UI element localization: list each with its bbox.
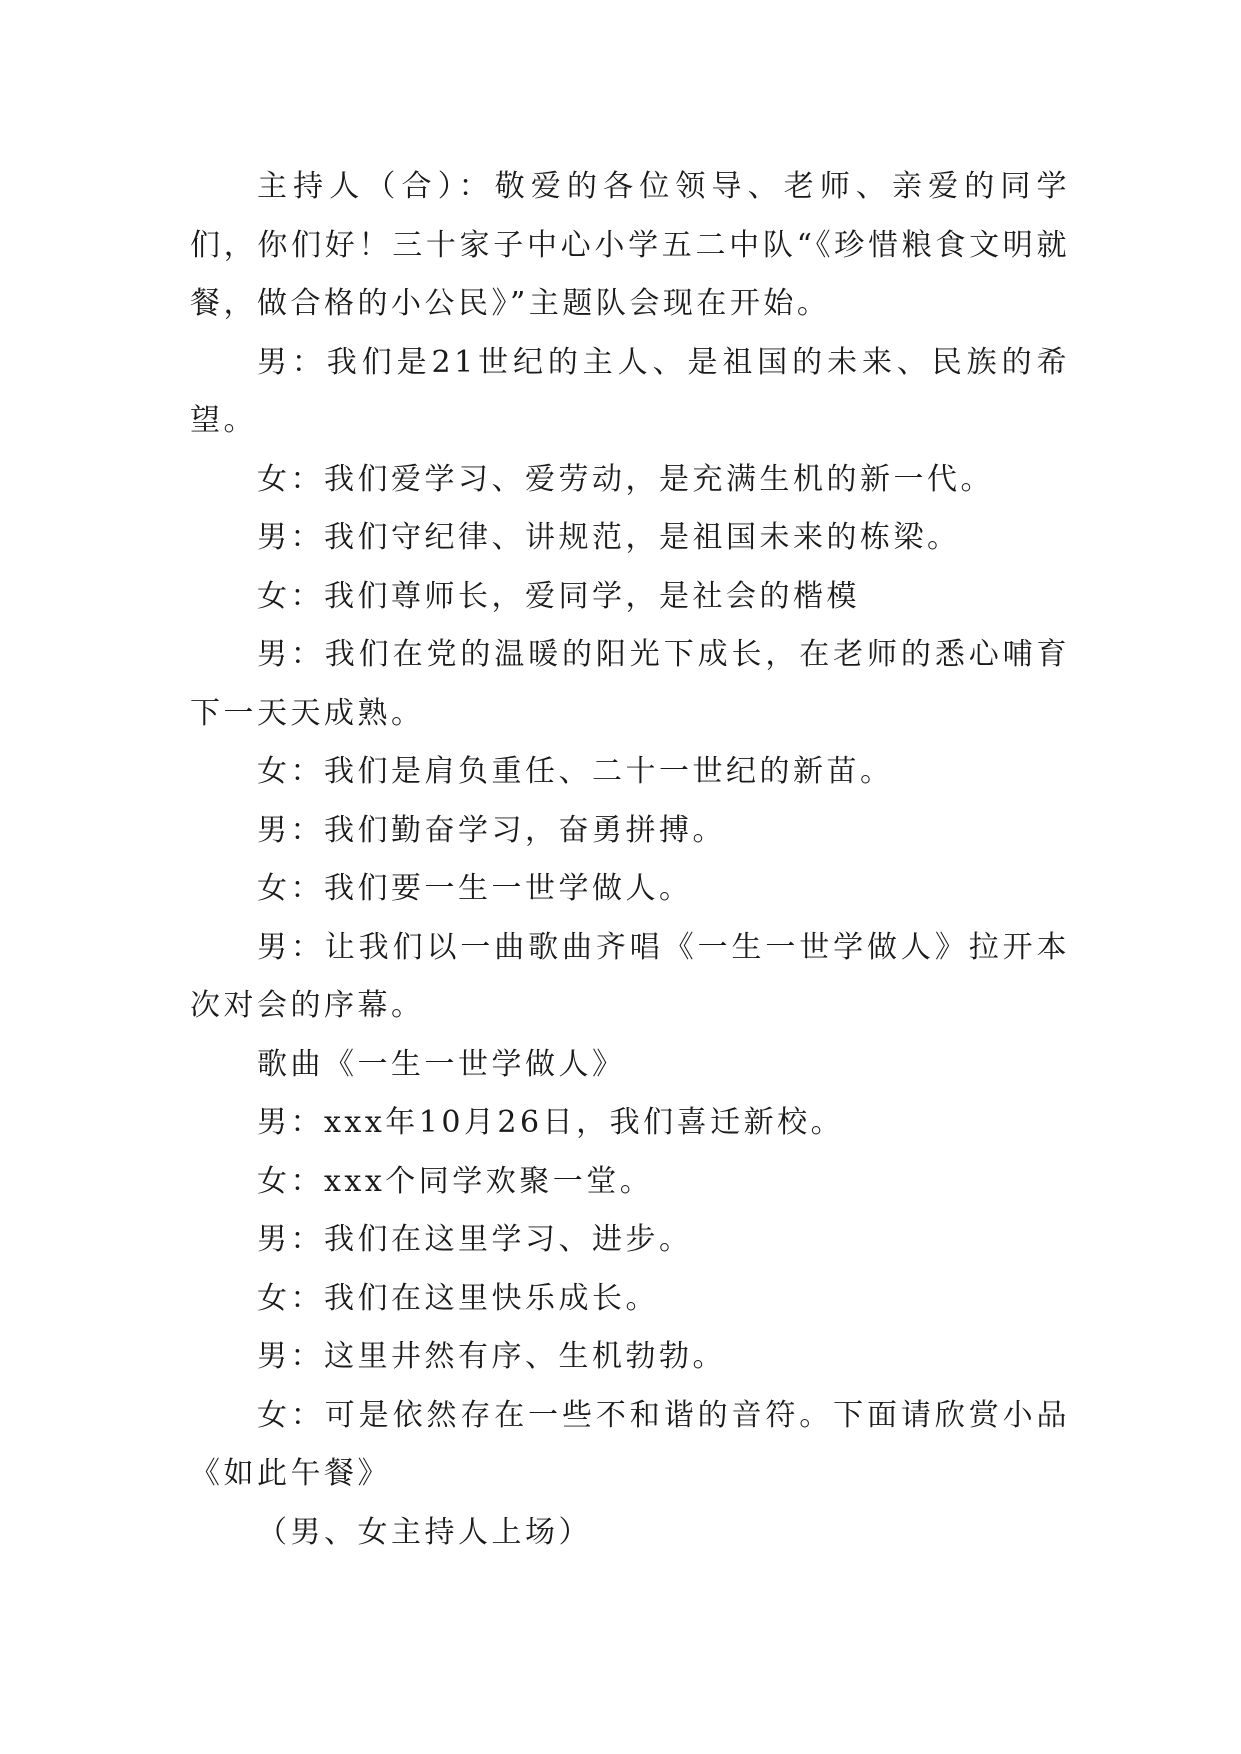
paragraph-stage-direction: （男、女主持人上场） — [257, 1514, 592, 1550]
paragraph-song-title: 歌曲《一生一世学做人》 — [257, 1046, 626, 1082]
paragraph-line: 男：我们在党的温暖的阳光下成长，在老师的悉心哺育下一天天成熟。 — [190, 637, 1070, 731]
paragraph-line: 男：我们勤奋学习，奋勇拼搏。 — [257, 812, 726, 848]
paragraph-line: 女：我们爱学习、爱劳动，是充满生机的新一代。 — [257, 461, 994, 497]
paragraph-line: 女：我们在这里快乐成长。 — [257, 1280, 659, 1316]
paragraph-line: 男：这里井然有序、生机勃勃。 — [257, 1339, 726, 1374]
paragraph-line: 女：我们要一生一世学做人。 — [257, 871, 693, 906]
paragraph-line: 男：让我们以一曲歌曲齐唱《一生一世学做人》拉开本次对会的序幕。 — [190, 929, 1070, 1023]
paragraph-line: 男：xxx年10月26日，我们喜迁新校。 — [257, 1105, 845, 1140]
paragraph-line: 女：可是依然存在一些不和谐的音符。下面请欣赏小品《如此午餐》 — [190, 1397, 1070, 1491]
paragraph-host-opening: 主持人（合）：敬爱的各位领导、老师、亲爱的同学们，你们好！三十家子中心小学五二中队“《珍惜粮食文明就餐，做合格的小公民》”主题队会现在开始。 — [190, 169, 1070, 321]
paragraph-line: 女：我们是肩负重任、二十一世纪的新苗。 — [257, 754, 894, 789]
document-page — [190, 158, 1070, 1562]
paragraph-line: 女：我们尊师长，爱同学，是社会的楷模 — [257, 578, 860, 614]
paragraph-line: 女：xxx个同学欢聚一堂。 — [257, 1163, 654, 1199]
paragraph-line: 男：我们在这里学习、进步。 — [257, 1222, 693, 1257]
paragraph-line: 男：我们是21世纪的主人、是祖国的未来、民族的希望。 — [190, 344, 1070, 438]
paragraph-line: 男：我们守纪律、讲规范，是祖国未来的栋梁。 — [257, 520, 961, 555]
